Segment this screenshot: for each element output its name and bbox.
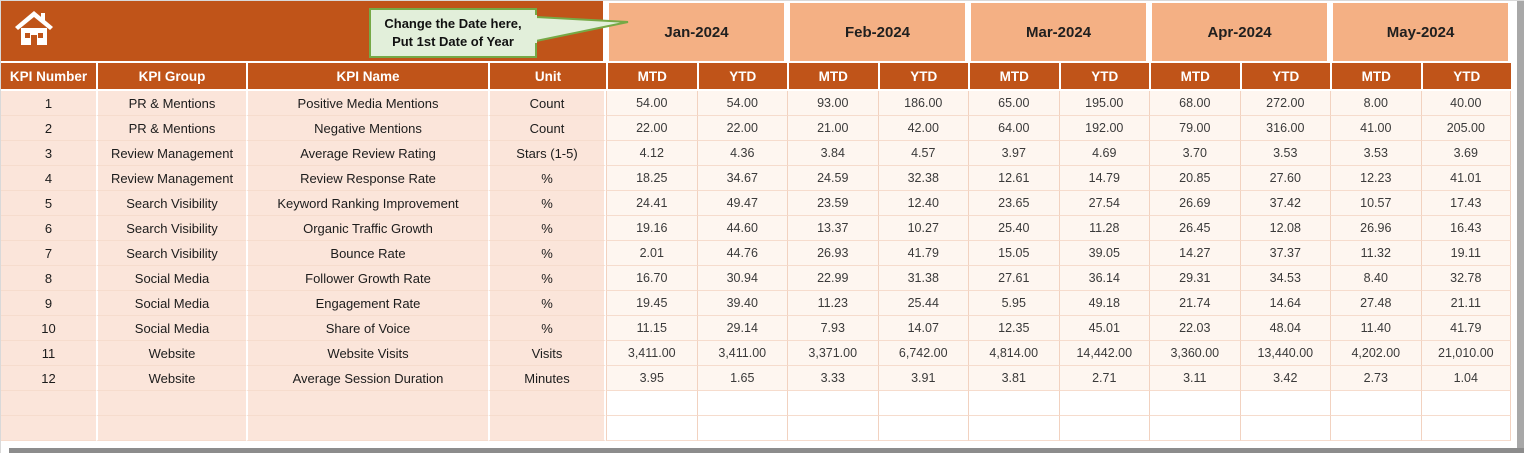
value-cell[interactable]: [1149, 416, 1240, 441]
value-cell[interactable]: 2.71: [1059, 366, 1150, 391]
kpi-unit-cell[interactable]: Count: [488, 91, 606, 116]
value-cell[interactable]: 49.18: [1059, 291, 1150, 316]
value-cell[interactable]: 22.99: [787, 266, 878, 291]
value-cell[interactable]: 42.00: [878, 116, 969, 141]
value-cell[interactable]: 27.60: [1240, 166, 1331, 191]
value-cell[interactable]: 6,742.00: [878, 341, 969, 366]
value-cell[interactable]: 31.38: [878, 266, 969, 291]
kpi-name-cell[interactable]: [246, 391, 488, 416]
kpi-group-cell[interactable]: Search Visibility: [96, 216, 246, 241]
value-cell[interactable]: 26.69: [1149, 191, 1240, 216]
value-cell[interactable]: 64.00: [968, 116, 1059, 141]
kpi-row: [1, 241, 1511, 266]
value-cell[interactable]: 5.95: [968, 291, 1059, 316]
kpi-table: [1, 1, 1511, 441]
value-cell[interactable]: 27.54: [1059, 191, 1150, 216]
value-cell[interactable]: 3.53: [1240, 141, 1331, 166]
value-cell[interactable]: 2.01: [606, 241, 697, 266]
kpi-row: [1, 341, 1511, 366]
value-cell[interactable]: 48.04: [1240, 316, 1331, 341]
value-cell[interactable]: 17.43: [1421, 191, 1512, 216]
value-cell[interactable]: 11.23: [787, 291, 878, 316]
value-cell[interactable]: 3.95: [606, 366, 697, 391]
subheader-ytd[interactable]: YTD: [697, 63, 788, 91]
value-cell[interactable]: 39.05: [1059, 241, 1150, 266]
value-cell[interactable]: [1421, 391, 1512, 416]
value-cell[interactable]: 24.59: [787, 166, 878, 191]
kpi-group-cell[interactable]: [96, 391, 246, 416]
value-cell[interactable]: 195.00: [1059, 91, 1150, 116]
value-cell[interactable]: 4.12: [606, 141, 697, 166]
value-cell[interactable]: 15.05: [968, 241, 1059, 266]
value-cell[interactable]: 54.00: [697, 91, 788, 116]
callout-pointer-icon: [534, 9, 630, 51]
value-cell[interactable]: [1330, 391, 1421, 416]
value-cell[interactable]: 12.40: [878, 191, 969, 216]
kpi-number-cell[interactable]: 2: [1, 116, 96, 141]
kpi-name-cell[interactable]: Positive Media Mentions: [246, 91, 488, 116]
value-cell[interactable]: 16.43: [1421, 216, 1512, 241]
kpi-row: [1, 291, 1511, 316]
kpi-row: [1, 191, 1511, 216]
kpi-name-cell[interactable]: [246, 416, 488, 441]
kpi-number-cell[interactable]: 9: [1, 291, 96, 316]
value-cell[interactable]: 7.93: [787, 316, 878, 341]
horizontal-scrollbar[interactable]: [9, 448, 1524, 453]
kpi-name-cell[interactable]: Keyword Ranking Improvement: [246, 191, 488, 216]
value-cell[interactable]: 11.32: [1330, 241, 1421, 266]
subheader-mtd[interactable]: MTD: [787, 63, 878, 91]
kpi-group-cell[interactable]: Search Visibility: [96, 241, 246, 266]
kpi-row: [1, 216, 1511, 241]
value-cell[interactable]: 32.78: [1421, 266, 1512, 291]
kpi-name-cell[interactable]: Bounce Rate: [246, 241, 488, 266]
callout-line-2: Put 1st Date of Year: [392, 34, 514, 49]
value-cell[interactable]: [878, 391, 969, 416]
date-callout[interactable]: [369, 8, 537, 58]
kpi-unit-cell[interactable]: [488, 391, 606, 416]
value-cell[interactable]: 14.64: [1240, 291, 1331, 316]
value-cell[interactable]: 3.33: [787, 366, 878, 391]
value-cell[interactable]: 13.37: [787, 216, 878, 241]
value-cell[interactable]: 192.00: [1059, 116, 1150, 141]
kpi-unit-cell[interactable]: %: [488, 241, 606, 266]
value-cell[interactable]: 12.23: [1330, 166, 1421, 191]
kpi-row: [1, 116, 1511, 141]
value-cell[interactable]: [878, 416, 969, 441]
value-cell[interactable]: 49.47: [697, 191, 788, 216]
kpi-group-cell[interactable]: [96, 416, 246, 441]
kpi-unit-cell[interactable]: %: [488, 166, 606, 191]
value-cell[interactable]: 8.00: [1330, 91, 1421, 116]
kpi-number-cell[interactable]: 10: [1, 316, 96, 341]
value-cell[interactable]: 3.42: [1240, 366, 1331, 391]
kpi-unit-cell[interactable]: [488, 416, 606, 441]
value-cell[interactable]: 23.59: [787, 191, 878, 216]
value-cell[interactable]: 19.16: [606, 216, 697, 241]
value-cell[interactable]: 2.73: [1330, 366, 1421, 391]
kpi-unit-cell[interactable]: %: [488, 266, 606, 291]
value-cell[interactable]: 316.00: [1240, 116, 1331, 141]
kpi-name-cell[interactable]: Average Review Rating: [246, 141, 488, 166]
subheader-mtd[interactable]: MTD: [1149, 63, 1240, 91]
value-cell[interactable]: [1059, 416, 1150, 441]
subheader-ytd[interactable]: YTD: [1240, 63, 1331, 91]
value-cell[interactable]: 22.00: [606, 116, 697, 141]
value-cell[interactable]: 93.00: [787, 91, 878, 116]
value-cell[interactable]: [606, 416, 697, 441]
value-cell[interactable]: 27.48: [1330, 291, 1421, 316]
value-cell[interactable]: 3,360.00: [1149, 341, 1240, 366]
value-cell[interactable]: 65.00: [968, 91, 1059, 116]
kpi-group-cell[interactable]: PR & Mentions: [96, 116, 246, 141]
table-body: [1, 91, 1511, 441]
subheader-ytd[interactable]: YTD: [878, 63, 969, 91]
value-cell[interactable]: [1240, 416, 1331, 441]
value-cell[interactable]: 8.40: [1330, 266, 1421, 291]
home-icon[interactable]: [15, 11, 53, 47]
value-cell[interactable]: 4.36: [697, 141, 788, 166]
kpi-name-cell[interactable]: Share of Voice: [246, 316, 488, 341]
kpi-unit-cell[interactable]: Stars (1-5): [488, 141, 606, 166]
value-cell[interactable]: 20.85: [1149, 166, 1240, 191]
value-cell[interactable]: 14.27: [1149, 241, 1240, 266]
column-header-row: [1, 63, 1511, 91]
value-cell[interactable]: 26.96: [1330, 216, 1421, 241]
value-cell[interactable]: 3.69: [1421, 141, 1512, 166]
column-header-kpi-name[interactable]: KPI Name: [246, 63, 488, 91]
value-cell[interactable]: [606, 391, 697, 416]
subheader-ytd[interactable]: YTD: [1059, 63, 1150, 91]
value-cell[interactable]: 4.57: [878, 141, 969, 166]
value-cell[interactable]: 21.00: [787, 116, 878, 141]
value-cell[interactable]: 79.00: [1149, 116, 1240, 141]
kpi-row: [1, 166, 1511, 191]
column-header-unit[interactable]: Unit: [488, 63, 606, 91]
kpi-unit-cell[interactable]: Visits: [488, 341, 606, 366]
month-header-feb[interactable]: Feb-2024: [787, 1, 968, 63]
value-cell[interactable]: 41.79: [1421, 316, 1512, 341]
kpi-name-cell[interactable]: Website Visits: [246, 341, 488, 366]
value-cell[interactable]: 18.25: [606, 166, 697, 191]
value-cell[interactable]: 3.97: [968, 141, 1059, 166]
kpi-name-cell[interactable]: Organic Traffic Growth: [246, 216, 488, 241]
value-cell[interactable]: [968, 391, 1059, 416]
value-cell[interactable]: 3,411.00: [697, 341, 788, 366]
value-cell[interactable]: 39.40: [697, 291, 788, 316]
kpi-number-cell[interactable]: 8: [1, 266, 96, 291]
kpi-group-cell[interactable]: Social Media: [96, 316, 246, 341]
kpi-unit-cell[interactable]: %: [488, 291, 606, 316]
kpi-row: [1, 91, 1511, 116]
kpi-row: [1, 266, 1511, 291]
value-cell[interactable]: [1421, 416, 1512, 441]
value-cell[interactable]: 205.00: [1421, 116, 1512, 141]
value-cell[interactable]: 23.65: [968, 191, 1059, 216]
kpi-name-cell[interactable]: Negative Mentions: [246, 116, 488, 141]
kpi-group-cell[interactable]: Social Media: [96, 291, 246, 316]
value-cell[interactable]: 29.31: [1149, 266, 1240, 291]
kpi-number-cell[interactable]: 11: [1, 341, 96, 366]
value-cell[interactable]: 44.60: [697, 216, 788, 241]
kpi-number-cell[interactable]: 1: [1, 91, 96, 116]
value-cell[interactable]: 3.11: [1149, 366, 1240, 391]
kpi-number-cell[interactable]: [1, 416, 96, 441]
value-cell[interactable]: 41.01: [1421, 166, 1512, 191]
value-cell[interactable]: [968, 416, 1059, 441]
kpi-row: [1, 366, 1511, 391]
value-cell[interactable]: 29.14: [697, 316, 788, 341]
value-cell[interactable]: 3.70: [1149, 141, 1240, 166]
value-cell[interactable]: [1240, 391, 1331, 416]
value-cell[interactable]: 1.04: [1421, 366, 1512, 391]
subheader-mtd[interactable]: MTD: [968, 63, 1059, 91]
value-cell[interactable]: 12.61: [968, 166, 1059, 191]
kpi-number-cell[interactable]: 3: [1, 141, 96, 166]
value-cell[interactable]: 22.03: [1149, 316, 1240, 341]
kpi-row: [1, 316, 1511, 341]
kpi-unit-cell[interactable]: Minutes: [488, 366, 606, 391]
value-cell[interactable]: 36.14: [1059, 266, 1150, 291]
value-cell[interactable]: 12.08: [1240, 216, 1331, 241]
month-header-apr[interactable]: Apr-2024: [1149, 1, 1330, 63]
value-cell[interactable]: 34.67: [697, 166, 788, 191]
kpi-name-cell[interactable]: Engagement Rate: [246, 291, 488, 316]
kpi-number-cell[interactable]: 5: [1, 191, 96, 216]
value-cell[interactable]: 34.53: [1240, 266, 1331, 291]
kpi-group-cell[interactable]: Review Management: [96, 166, 246, 191]
value-cell[interactable]: 4,202.00: [1330, 341, 1421, 366]
value-cell[interactable]: 186.00: [878, 91, 969, 116]
kpi-number-cell[interactable]: 7: [1, 241, 96, 266]
kpi-row: [1, 141, 1511, 166]
value-cell[interactable]: [1059, 391, 1150, 416]
value-cell[interactable]: 3.84: [787, 141, 878, 166]
value-cell[interactable]: 25.44: [878, 291, 969, 316]
value-cell[interactable]: 14.79: [1059, 166, 1150, 191]
value-cell[interactable]: 41.00: [1330, 116, 1421, 141]
kpi-unit-cell[interactable]: Count: [488, 116, 606, 141]
kpi-group-cell[interactable]: Website: [96, 366, 246, 391]
column-header-kpi-number[interactable]: KPI Number: [1, 63, 96, 91]
value-cell[interactable]: 37.37: [1240, 241, 1331, 266]
kpi-name-cell[interactable]: Average Session Duration: [246, 366, 488, 391]
value-cell[interactable]: 3.91: [878, 366, 969, 391]
month-header-mar[interactable]: Mar-2024: [968, 1, 1149, 63]
value-cell[interactable]: 22.00: [697, 116, 788, 141]
value-cell[interactable]: 19.45: [606, 291, 697, 316]
value-cell[interactable]: [787, 416, 878, 441]
value-cell[interactable]: 12.35: [968, 316, 1059, 341]
value-cell[interactable]: 44.76: [697, 241, 788, 266]
kpi-group-cell[interactable]: Search Visibility: [96, 191, 246, 216]
value-cell[interactable]: 1.65: [697, 366, 788, 391]
kpi-unit-cell[interactable]: %: [488, 316, 606, 341]
value-cell[interactable]: 3,371.00: [787, 341, 878, 366]
value-cell[interactable]: [697, 391, 788, 416]
value-cell[interactable]: 4,814.00: [968, 341, 1059, 366]
kpi-group-cell[interactable]: Review Management: [96, 141, 246, 166]
kpi-name-cell[interactable]: Review Response Rate: [246, 166, 488, 191]
kpi-number-cell[interactable]: [1, 391, 96, 416]
kpi-group-cell[interactable]: Website: [96, 341, 246, 366]
value-cell[interactable]: 13,440.00: [1240, 341, 1331, 366]
callout-line-1: Change the Date here,: [384, 16, 522, 32]
empty-row: [1, 391, 1511, 416]
kpi-number-cell[interactable]: 12: [1, 366, 96, 391]
value-cell[interactable]: 45.01: [1059, 316, 1150, 341]
value-cell[interactable]: 25.40: [968, 216, 1059, 241]
column-header-kpi-group[interactable]: KPI Group: [96, 63, 246, 91]
subheader-mtd[interactable]: MTD: [606, 63, 697, 91]
value-cell[interactable]: 14,442.00: [1059, 341, 1150, 366]
window-right-edge: [1517, 1, 1524, 453]
subheader-mtd[interactable]: MTD: [1330, 63, 1421, 91]
value-cell[interactable]: 10.57: [1330, 191, 1421, 216]
value-cell[interactable]: 14.07: [878, 316, 969, 341]
value-cell[interactable]: 27.61: [968, 266, 1059, 291]
value-cell[interactable]: 21.74: [1149, 291, 1240, 316]
kpi-group-cell[interactable]: PR & Mentions: [96, 91, 246, 116]
month-header-may[interactable]: May-2024: [1330, 1, 1511, 63]
value-cell[interactable]: 41.79: [878, 241, 969, 266]
month-header-jan[interactable]: Jan-2024: [606, 1, 787, 63]
empty-row: [1, 416, 1511, 441]
value-cell[interactable]: 3.53: [1330, 141, 1421, 166]
value-cell[interactable]: 10.27: [878, 216, 969, 241]
value-cell[interactable]: 11.40: [1330, 316, 1421, 341]
value-cell[interactable]: [1330, 416, 1421, 441]
value-cell[interactable]: 68.00: [1149, 91, 1240, 116]
value-cell[interactable]: 26.93: [787, 241, 878, 266]
kpi-number-cell[interactable]: 4: [1, 166, 96, 191]
value-cell[interactable]: [697, 416, 788, 441]
banner-row: [1, 1, 1511, 63]
kpi-name-cell[interactable]: Follower Growth Rate: [246, 266, 488, 291]
value-cell[interactable]: 272.00: [1240, 91, 1331, 116]
value-cell[interactable]: 11.15: [606, 316, 697, 341]
subheader-ytd[interactable]: YTD: [1421, 63, 1512, 91]
kpi-group-cell[interactable]: Social Media: [96, 266, 246, 291]
value-cell[interactable]: 30.94: [697, 266, 788, 291]
value-cell[interactable]: 3.81: [968, 366, 1059, 391]
kpi-number-cell[interactable]: 6: [1, 216, 96, 241]
value-cell[interactable]: 54.00: [606, 91, 697, 116]
value-cell[interactable]: 11.28: [1059, 216, 1150, 241]
value-cell[interactable]: [1149, 391, 1240, 416]
value-cell[interactable]: 3,411.00: [606, 341, 697, 366]
value-cell[interactable]: 24.41: [606, 191, 697, 216]
value-cell[interactable]: 26.45: [1149, 216, 1240, 241]
value-cell[interactable]: 19.11: [1421, 241, 1512, 266]
value-cell[interactable]: 16.70: [606, 266, 697, 291]
value-cell[interactable]: 32.38: [878, 166, 969, 191]
kpi-unit-cell[interactable]: %: [488, 191, 606, 216]
value-cell[interactable]: 37.42: [1240, 191, 1331, 216]
value-cell[interactable]: 21.11: [1421, 291, 1512, 316]
kpi-unit-cell[interactable]: %: [488, 216, 606, 241]
value-cell[interactable]: [787, 391, 878, 416]
value-cell[interactable]: 40.00: [1421, 91, 1512, 116]
value-cell[interactable]: 4.69: [1059, 141, 1150, 166]
value-cell[interactable]: 21,010.00: [1421, 341, 1512, 366]
